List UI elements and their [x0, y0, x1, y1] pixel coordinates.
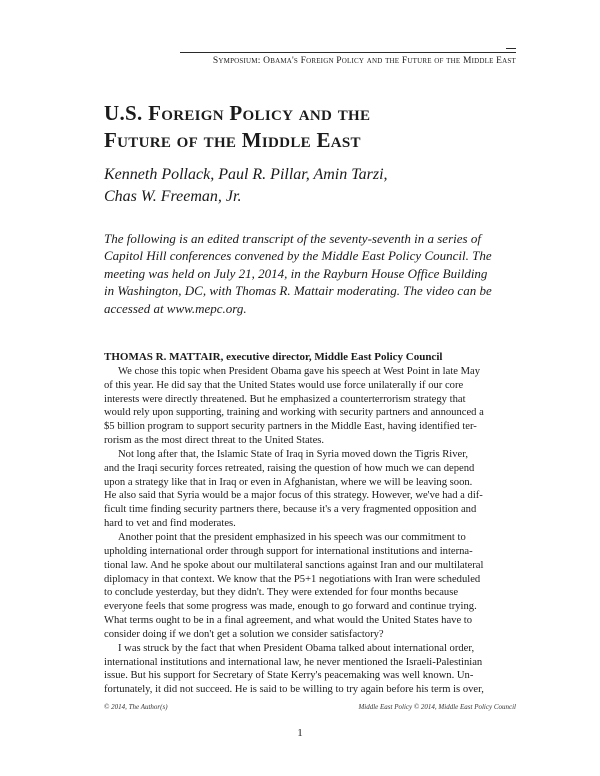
- speaker-heading: THOMAS R. MATTAIR, executive director, Middle East Policy Council: [104, 351, 443, 363]
- abstract-line: in Washington, DC, with Thomas R. Mattair moderating. The video can be: [104, 283, 492, 299]
- paragraph-line: Not long after that, the Islamic State of Iraq in Syria moved down the Tigris River,: [118, 448, 468, 460]
- abstract-line: The following is an edited transcript of the seventy-seventh in a series of: [104, 231, 481, 246]
- article-title: [104, 100, 504, 154]
- paragraph-line: of this year. He did say that the United States would use force unilaterally if our core: [104, 379, 464, 391]
- footer-copyright-journal: Middle East Policy © 2014, Middle East Policy Council: [358, 703, 516, 711]
- article-title-line-2: Future of the Middle East: [104, 128, 361, 152]
- paragraph-2: [104, 448, 516, 531]
- paragraph-line: diplomacy in that context. We know that the P5+1 negotiations with Iran were scheduled: [104, 573, 481, 585]
- paragraph-line: international institutions and international law, he never mentioned the Israeli-Palestinian: [104, 656, 483, 668]
- abstract-line: accessed at www.mepc.org.: [104, 300, 247, 316]
- paragraph-line: What terms ought to be in a final agreement, and what would the United States have to: [104, 615, 473, 627]
- paragraph-line: $5 billion program to support security partners in the Middle East, having identified ter-: [104, 421, 477, 433]
- paragraph-line: fortunately, it did not succeed. He is said to be willing to try again before his term is over,: [104, 684, 484, 696]
- paragraph-line: would rely upon supporting, training and working with security partners and announced a: [104, 407, 484, 419]
- paragraph-line: tional law. And he spoke about our multilateral sanctions against Iran and our multilateral: [104, 559, 484, 571]
- transcript-body: [104, 351, 516, 697]
- paragraph-line: rorism as the most direct threat to the United States.: [104, 435, 325, 447]
- author-line-2: Chas W. Freeman, Jr.: [104, 188, 242, 205]
- paragraph-line: Another point that the president emphasized in his speech was our commitment to: [118, 531, 466, 543]
- paragraph-line: upon a strategy like that in Iraq or even in Afghanistan, where we will be leaving soon.: [104, 476, 473, 488]
- running-head: Symposium: Obama's Foreign Policy and the Future of the Middle East: [212, 56, 516, 66]
- footer-copyright-author: © 2014, The Author(s): [104, 703, 168, 711]
- paragraph-line: He also said that Syria would be a major focus of this strategy. However, we've had a dif-: [104, 490, 483, 502]
- paragraph-line: We chose this topic when President Obama gave his speech at West Point in late May: [118, 365, 481, 377]
- paragraph-line: and the Iraqi security forces retreated, raising the question of how much we can depend: [104, 462, 475, 474]
- paragraph-line: consider doing if we don't get a solution we consider satisfactory?: [104, 628, 384, 640]
- header-rule: [180, 52, 516, 53]
- paragraph-line: upholding international order through support for international institutions and interna-: [104, 545, 473, 557]
- paragraph-1: [104, 365, 516, 448]
- article-title-line-1: U.S. Foreign Policy and the: [104, 101, 371, 125]
- page-number: 1: [297, 727, 303, 739]
- abstract-line: Capitol Hill conferences convened by the Middle East Policy Council. The: [104, 248, 492, 264]
- paragraph-line: issue. But his support for Secretary of State Kerry's peacemaking was well known. Un-: [104, 670, 474, 682]
- paragraph-line: everyone feels that some progress was made, enough to go forward and continue trying.: [104, 601, 477, 613]
- paragraph-4: [104, 642, 516, 697]
- header-tick-mark: [506, 48, 516, 49]
- abstract: [104, 230, 516, 317]
- paragraph-line: interests were directly threatened. But he emphasized a counterterrorism strategy that: [104, 393, 466, 405]
- paragraph-line: hard to vet and find moderates.: [104, 518, 236, 530]
- author-list: [104, 164, 504, 208]
- abstract-line: meeting was held on July 21, 2014, in the Rayburn House Office Building: [104, 265, 488, 281]
- paragraph-line: I was struck by the fact that when President Obama talked about international order,: [118, 642, 475, 654]
- paragraph-line: ficult time finding security partners there, because it's a very fragmented opposition and: [104, 504, 477, 516]
- author-line-1: Kenneth Pollack, Paul R. Pillar, Amin Tarzi,: [104, 166, 388, 183]
- paragraph-line: to conclude yesterday, but they didn't. They were extended for four months because: [104, 587, 459, 599]
- paragraph-3: [104, 531, 516, 642]
